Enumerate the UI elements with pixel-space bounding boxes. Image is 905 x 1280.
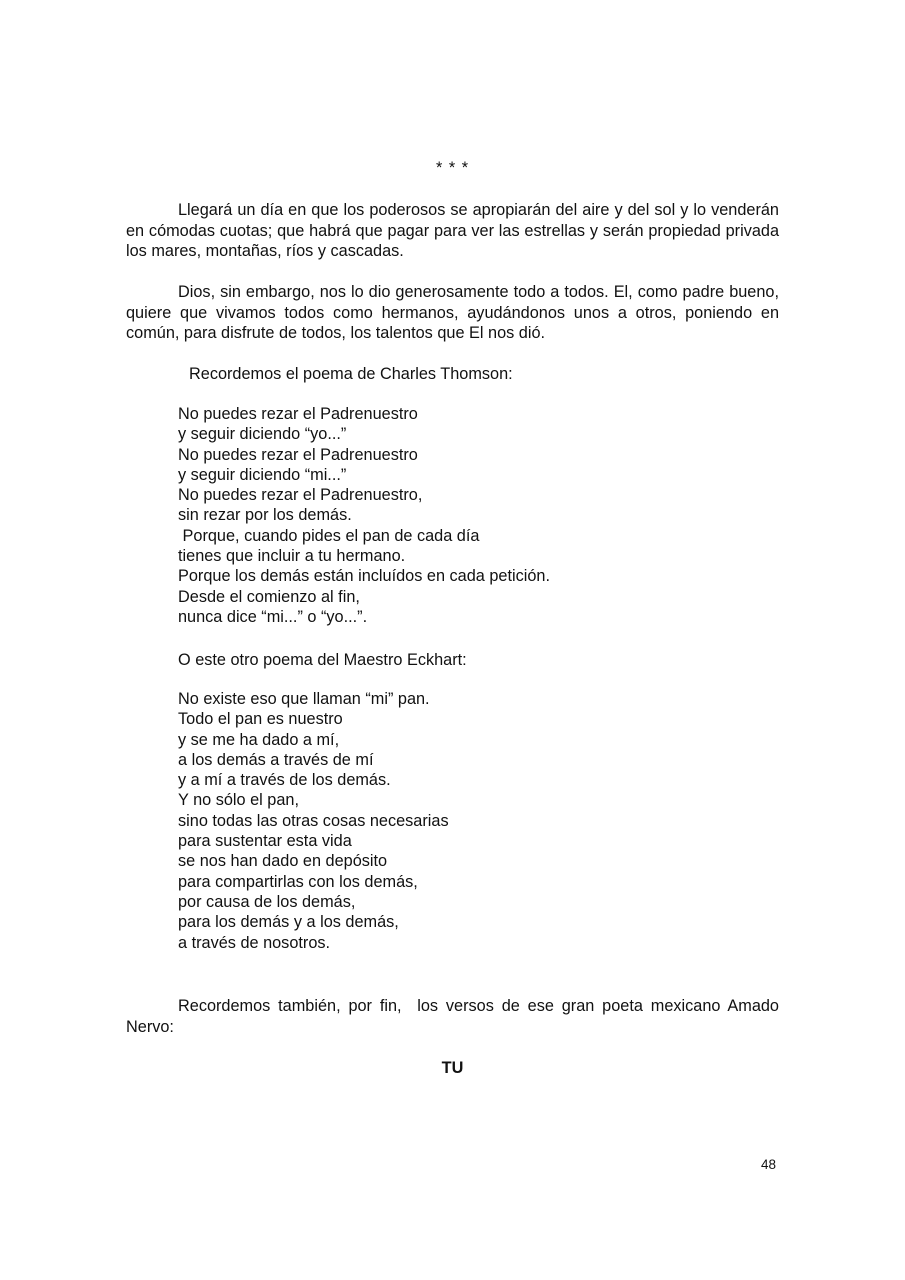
poem-line: a los demás a través de mí (178, 750, 374, 769)
poem-line: tienes que incluir a tu hermano. (178, 547, 406, 566)
poem-line: y se me ha dado a mí, (178, 730, 340, 749)
poem-line: para los demás y a los demás, (178, 913, 399, 932)
paragraph-nervo: Recordemos también, por fin, los versos de ese gran poeta mexicano Amado Nervo: (126, 997, 784, 1036)
poem-line: y seguir diciendo “yo...” (178, 425, 347, 444)
poem-line: No puedes rezar el Padrenuestro (178, 405, 418, 423)
poem-line: sino todas las otras cosas necesarias (178, 811, 449, 830)
poem-line: Todo el pan es nuestro (178, 710, 343, 729)
poem-line: No existe eso que llaman “mi” pan. (178, 690, 430, 708)
poem-line: No puedes rezar el Padrenuestro, (178, 486, 423, 505)
poem-eckhart (178, 689, 449, 953)
poem-line: No puedes rezar el Padrenuestro (178, 445, 418, 464)
poem-line: a través de nosotros. (178, 933, 331, 952)
intro-thomson: Recordemos el poema de Charles Thomson: (189, 365, 513, 383)
paragraph-llegara: Llegará un día en que los poderosos se apropiarán del aire y del sol y lo venderán en cómodas cuotas; que habrá que pagar para ver las estrellas y serán propiedad privada los mares, montañas, ríos y cascadas. (126, 201, 779, 260)
poem-line: por causa de los demás, (178, 892, 356, 911)
poem-line: Porque, cuando pides el pan de cada día (178, 526, 480, 545)
intro-eckhart: O este otro poema del Maestro Eckhart: (178, 651, 467, 669)
poem-title: TU (441, 1059, 464, 1077)
poem-line: Porque los demás están incluídos en cada petición. (178, 567, 550, 586)
poem-line: para compartirlas con los demás, (178, 872, 418, 891)
poem-line: Y no sólo el pan, (178, 791, 299, 810)
poem-line: para sustentar esta vida (178, 832, 352, 851)
section-separator: * * * (435, 159, 470, 177)
poem-line: nunca dice “mi...” o “yo...”. (178, 607, 368, 626)
paragraph-dios: Dios, sin embargo, nos lo dio generosamente todo a todos. El, como padre bueno, quiere que vivamos todos como hermanos, ayudándonos unos a otros, poniendo en común, para disfrute de todos, los talentos que El nos dió. (126, 283, 779, 342)
poem-line: y seguir diciendo “mi...” (178, 465, 347, 484)
poem-line: sin rezar por los demás. (178, 506, 352, 525)
poem-line: Desde el comienzo al fin, (178, 587, 360, 606)
page-number: 48 (761, 1157, 777, 1172)
poem-line: y a mí a través de los demás. (178, 771, 391, 790)
poem-thomson (178, 404, 550, 627)
poem-line: se nos han dado en depósito (178, 852, 388, 871)
